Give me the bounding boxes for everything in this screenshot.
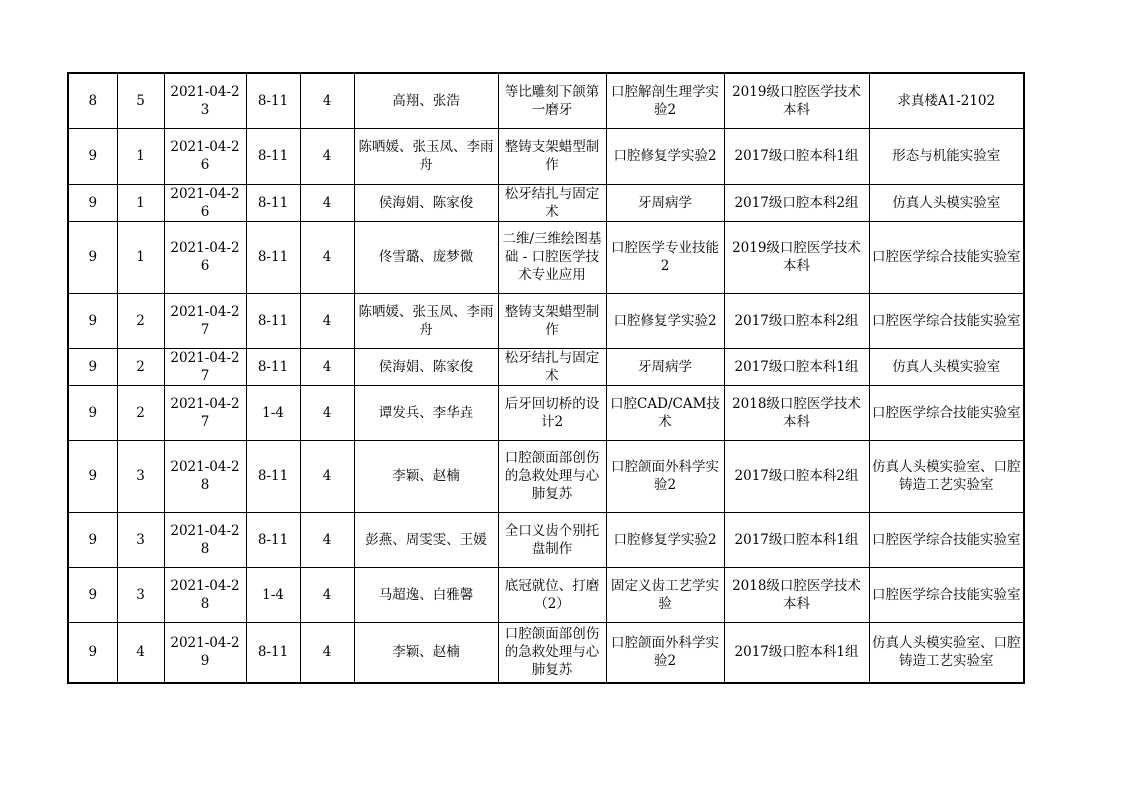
cell-location: 仿真人头模实验室 — [869, 348, 1024, 385]
cell-course: 口腔颌面外科学实验2 — [606, 622, 724, 683]
cell-class: 2017级口腔本科2组 — [724, 440, 869, 512]
cell-teachers: 高翔、张浩 — [354, 73, 498, 128]
cell-course: 口腔修复学实验2 — [606, 293, 724, 348]
cell-weekday: 1 — [117, 221, 164, 293]
cell-teachers: 李颖、赵楠 — [354, 440, 498, 512]
cell-weekday: 3 — [117, 567, 164, 622]
table-row — [68, 184, 1024, 221]
cell-periods: 8-11 — [246, 184, 300, 221]
cell-week: 9 — [68, 622, 117, 683]
cell-project: 松牙结扎与固定术 — [498, 348, 606, 385]
cell-weekday: 3 — [117, 512, 164, 567]
cell-hours: 4 — [300, 622, 354, 683]
cell-date: 2021-04-27 — [164, 348, 246, 385]
cell-week: 9 — [68, 567, 117, 622]
cell-date: 2021-04-29 — [164, 622, 246, 683]
cell-weekday: 2 — [117, 293, 164, 348]
cell-date: 2021-04-27 — [164, 293, 246, 348]
table-row — [68, 348, 1024, 385]
cell-project: 口腔颌面部创伤的急救处理与心肺复苏 — [498, 440, 606, 512]
cell-location: 口腔医学综合技能实验室 — [869, 293, 1024, 348]
cell-project: 后牙回切桥的设计2 — [498, 385, 606, 440]
cell-week: 9 — [68, 385, 117, 440]
table-row — [68, 128, 1024, 184]
schedule-body — [68, 73, 1024, 683]
cell-teachers: 彭燕、周雯雯、王媛 — [354, 512, 498, 567]
cell-periods: 8-11 — [246, 293, 300, 348]
cell-location: 口腔医学综合技能实验室 — [869, 385, 1024, 440]
table-row — [68, 512, 1024, 567]
cell-week: 8 — [68, 73, 117, 128]
cell-location: 仿真人头模实验室、口腔铸造工艺实验室 — [869, 440, 1024, 512]
table-row — [68, 385, 1024, 440]
cell-project: 底冠就位、打磨（2） — [498, 567, 606, 622]
table-row — [68, 567, 1024, 622]
cell-week: 9 — [68, 440, 117, 512]
cell-week: 9 — [68, 184, 117, 221]
cell-project: 整铸支架蜡型制作 — [498, 128, 606, 184]
cell-date: 2021-04-28 — [164, 512, 246, 567]
table-row — [68, 293, 1024, 348]
cell-week: 9 — [68, 512, 117, 567]
cell-hours: 4 — [300, 512, 354, 567]
cell-course: 口腔CAD/CAM技术 — [606, 385, 724, 440]
cell-week: 9 — [68, 128, 117, 184]
cell-hours: 4 — [300, 293, 354, 348]
cell-hours: 4 — [300, 440, 354, 512]
cell-teachers: 侯海娟、陈家俊 — [354, 184, 498, 221]
cell-class: 2019级口腔医学技术本科 — [724, 73, 869, 128]
cell-class: 2019级口腔医学技术本科 — [724, 221, 869, 293]
cell-class: 2017级口腔本科2组 — [724, 184, 869, 221]
cell-periods: 1-4 — [246, 567, 300, 622]
cell-week: 9 — [68, 348, 117, 385]
table-row — [68, 440, 1024, 512]
cell-weekday: 1 — [117, 128, 164, 184]
cell-course: 口腔修复学实验2 — [606, 128, 724, 184]
table-row — [68, 73, 1024, 128]
cell-weekday: 2 — [117, 385, 164, 440]
cell-date: 2021-04-28 — [164, 567, 246, 622]
cell-course: 口腔医学专业技能2 — [606, 221, 724, 293]
cell-date: 2021-04-27 — [164, 385, 246, 440]
cell-periods: 1-4 — [246, 385, 300, 440]
cell-course: 口腔修复学实验2 — [606, 512, 724, 567]
cell-periods: 8-11 — [246, 440, 300, 512]
cell-course: 口腔解剖生理学实验2 — [606, 73, 724, 128]
cell-class: 2017级口腔本科2组 — [724, 293, 869, 348]
cell-hours: 4 — [300, 221, 354, 293]
cell-hours: 4 — [300, 567, 354, 622]
cell-hours: 4 — [300, 385, 354, 440]
cell-location: 口腔医学综合技能实验室 — [869, 221, 1024, 293]
schedule-table — [67, 72, 1025, 684]
cell-teachers: 李颖、赵楠 — [354, 622, 498, 683]
cell-class: 2018级口腔医学技术本科 — [724, 567, 869, 622]
cell-class: 2017级口腔本科1组 — [724, 128, 869, 184]
cell-project: 等比雕刻下颌第一磨牙 — [498, 73, 606, 128]
cell-weekday: 1 — [117, 184, 164, 221]
cell-date: 2021-04-26 — [164, 184, 246, 221]
cell-course: 口腔颌面外科学实验2 — [606, 440, 724, 512]
cell-weekday: 2 — [117, 348, 164, 385]
cell-location: 口腔医学综合技能实验室 — [869, 512, 1024, 567]
cell-hours: 4 — [300, 73, 354, 128]
cell-class: 2017级口腔本科1组 — [724, 348, 869, 385]
cell-teachers: 侯海娟、陈家俊 — [354, 348, 498, 385]
cell-teachers: 马超逸、白雅馨 — [354, 567, 498, 622]
cell-periods: 8-11 — [246, 221, 300, 293]
table-row — [68, 221, 1024, 293]
cell-project: 全口义齿个别托盘制作 — [498, 512, 606, 567]
cell-hours: 4 — [300, 184, 354, 221]
cell-date: 2021-04-23 — [164, 73, 246, 128]
cell-project: 二维/三维绘图基础 - 口腔医学技术专业应用 — [498, 221, 606, 293]
cell-periods: 8-11 — [246, 73, 300, 128]
cell-teachers: 佟雪璐、庞梦微 — [354, 221, 498, 293]
cell-date: 2021-04-28 — [164, 440, 246, 512]
cell-date: 2021-04-26 — [164, 128, 246, 184]
cell-location: 求真楼A1-2102 — [869, 73, 1024, 128]
cell-periods: 8-11 — [246, 622, 300, 683]
cell-teachers: 谭发兵、李华垚 — [354, 385, 498, 440]
cell-teachers: 陈哂媛、张玉凤、李雨舟 — [354, 128, 498, 184]
cell-periods: 8-11 — [246, 512, 300, 567]
cell-project: 松牙结扎与固定术 — [498, 184, 606, 221]
cell-week: 9 — [68, 221, 117, 293]
cell-course: 固定义齿工艺学实验 — [606, 567, 724, 622]
cell-location: 仿真人头模实验室 — [869, 184, 1024, 221]
cell-date: 2021-04-26 — [164, 221, 246, 293]
cell-class: 2017级口腔本科1组 — [724, 512, 869, 567]
cell-project: 整铸支架蜡型制作 — [498, 293, 606, 348]
cell-location: 仿真人头模实验室、口腔铸造工艺实验室 — [869, 622, 1024, 683]
cell-weekday: 4 — [117, 622, 164, 683]
cell-week: 9 — [68, 293, 117, 348]
cell-course: 牙周病学 — [606, 184, 724, 221]
cell-location: 形态与机能实验室 — [869, 128, 1024, 184]
cell-hours: 4 — [300, 128, 354, 184]
cell-class: 2017级口腔本科1组 — [724, 622, 869, 683]
cell-course: 牙周病学 — [606, 348, 724, 385]
cell-periods: 8-11 — [246, 348, 300, 385]
cell-weekday: 5 — [117, 73, 164, 128]
cell-class: 2018级口腔医学技术本科 — [724, 385, 869, 440]
cell-teachers: 陈哂媛、张玉凤、李雨舟 — [354, 293, 498, 348]
cell-weekday: 3 — [117, 440, 164, 512]
table-row — [68, 622, 1024, 683]
cell-project: 口腔颌面部创伤的急救处理与心肺复苏 — [498, 622, 606, 683]
cell-hours: 4 — [300, 348, 354, 385]
cell-periods: 8-11 — [246, 128, 300, 184]
cell-location: 口腔医学综合技能实验室 — [869, 567, 1024, 622]
